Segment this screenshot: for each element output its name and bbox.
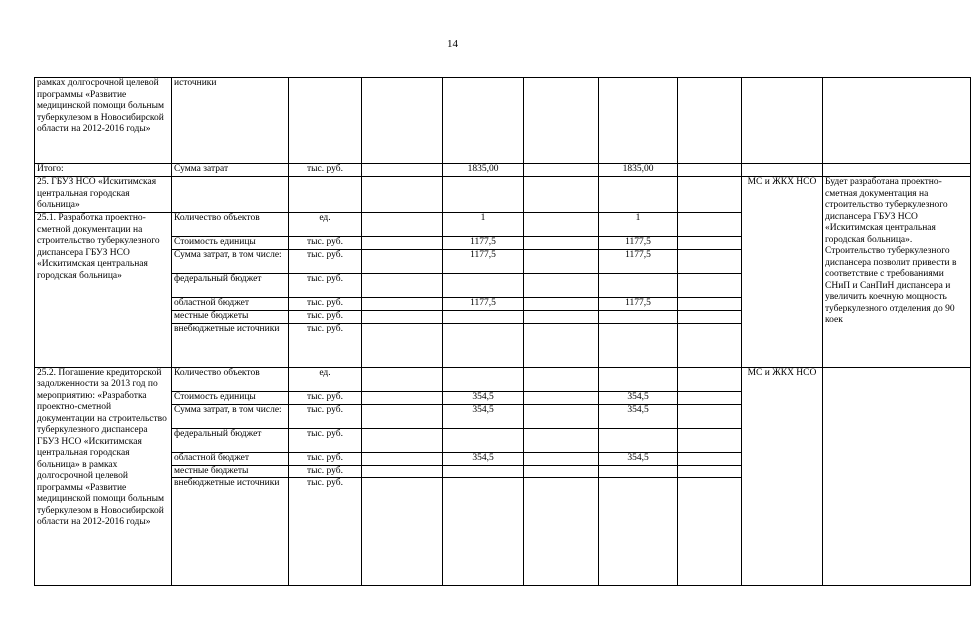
total-value <box>443 367 524 391</box>
year-value: 1 <box>599 213 678 237</box>
total-value: 354,5 <box>443 452 524 465</box>
year-value <box>599 367 678 391</box>
indicator-cell: Сумма затрат, в том числе: <box>172 250 289 274</box>
unit-cell: тыс. руб. <box>289 391 362 404</box>
indicator-cell: местные бюджеты <box>172 311 289 324</box>
total-value <box>443 465 524 478</box>
total-value <box>443 311 524 324</box>
year-value: 354,5 <box>599 452 678 465</box>
unit-cell: тыс. руб. <box>289 250 362 274</box>
unit-cell: тыс. руб. <box>289 237 362 250</box>
item-name: 25.1. Разработка проектно-сметной документации на строительство туберкулезного диспансера ГБУЗ НСО «Искитимская центральная городская больница» <box>35 213 172 368</box>
year-value: 1177,5 <box>599 250 678 274</box>
page-number: 14 <box>447 38 458 50</box>
indicator-cell: областной бюджет <box>172 452 289 465</box>
total-value <box>443 323 524 367</box>
year-value <box>599 323 678 367</box>
total-value: 354,5 <box>443 391 524 404</box>
item-name: 25.2. Погашение кредиторской задолженности за 2013 год по мероприятию: «Разработка проектно-сметной документации на строительство туберкулезного диспансера ГБУЗ НСО «Искитимская центральная городская больница» в рамках долгосрочной целевой программы «Развитие медицинской помощи больным туберкулезом в Новосибирской области на 2012-2016 годы» <box>35 367 172 586</box>
responsible-executor: МС и ЖКХ НСО <box>742 367 823 586</box>
unit-cell: ед. <box>289 367 362 391</box>
unit-cell: тыс. руб. <box>289 164 362 177</box>
unit-cell: тыс. руб. <box>289 465 362 478</box>
indicator-cell: Количество объектов <box>172 367 289 391</box>
unit-cell: тыс. руб. <box>289 311 362 324</box>
unit-cell: тыс. руб. <box>289 428 362 452</box>
total-value <box>443 428 524 452</box>
indicator-cell: источники <box>172 78 289 164</box>
program-table <box>34 77 971 586</box>
indicator-cell: Сумма затрат <box>172 164 289 177</box>
year-value <box>599 274 678 298</box>
year-value: 1835,00 <box>599 164 678 177</box>
unit-cell: тыс. руб. <box>289 478 362 586</box>
indicator-cell: федеральный бюджет <box>172 274 289 298</box>
year-value: 1177,5 <box>599 298 678 311</box>
year-value <box>599 428 678 452</box>
indicator-cell: Количество объектов <box>172 213 289 237</box>
table-row <box>35 367 971 391</box>
section-title: 25. ГБУЗ НСО «Искитимская центральная городская больница» <box>35 177 172 213</box>
year-value: 354,5 <box>599 391 678 404</box>
year-value <box>599 478 678 586</box>
indicator-cell: федеральный бюджет <box>172 428 289 452</box>
total-value: 1 <box>443 213 524 237</box>
indicator-cell: Стоимость единицы <box>172 237 289 250</box>
indicator-cell: областной бюджет <box>172 298 289 311</box>
table-row <box>35 78 971 164</box>
total-row <box>35 164 971 177</box>
expected-result: Будет разработана проектно-сметная документация на строительство туберкулезного диспансера ГБУЗ НСО «Искитимская центральная городская больница». Строительство туберкулезного диспансера позволит привести в соответствие с требованиями СНиП и СанПиН диспансера и увеличить коечную мощность туберкулезного отделения до 90 коек <box>823 177 971 368</box>
unit-cell: тыс. руб. <box>289 404 362 428</box>
unit-cell: ед. <box>289 213 362 237</box>
indicator-cell: внебюджетные источники <box>172 323 289 367</box>
indicator-cell: Стоимость единицы <box>172 391 289 404</box>
year-value <box>599 465 678 478</box>
total-value: 1177,5 <box>443 237 524 250</box>
unit-cell: тыс. руб. <box>289 452 362 465</box>
indicator-cell: внебюджетные источники <box>172 478 289 586</box>
total-label: Итого: <box>35 164 172 177</box>
unit-cell: тыс. руб. <box>289 323 362 367</box>
total-value <box>443 274 524 298</box>
responsible-executor: МС и ЖКХ НСО <box>742 177 823 368</box>
total-value <box>443 478 524 586</box>
year-value: 354,5 <box>599 404 678 428</box>
indicator-cell: местные бюджеты <box>172 465 289 478</box>
total-value: 1177,5 <box>443 250 524 274</box>
total-value: 1835,00 <box>443 164 524 177</box>
year-value <box>599 311 678 324</box>
unit-cell: тыс. руб. <box>289 298 362 311</box>
unit-cell: тыс. руб. <box>289 274 362 298</box>
program-continuation-text: рамках долгосрочной целевой программы «Развитие медицинской помощи больным туберкулезом в Новосибирской области на 2012-2016 годы» <box>35 78 172 164</box>
total-value: 354,5 <box>443 404 524 428</box>
section-row <box>35 177 971 213</box>
indicator-cell: Сумма затрат, в том числе: <box>172 404 289 428</box>
total-value: 1177,5 <box>443 298 524 311</box>
year-value: 1177,5 <box>599 237 678 250</box>
